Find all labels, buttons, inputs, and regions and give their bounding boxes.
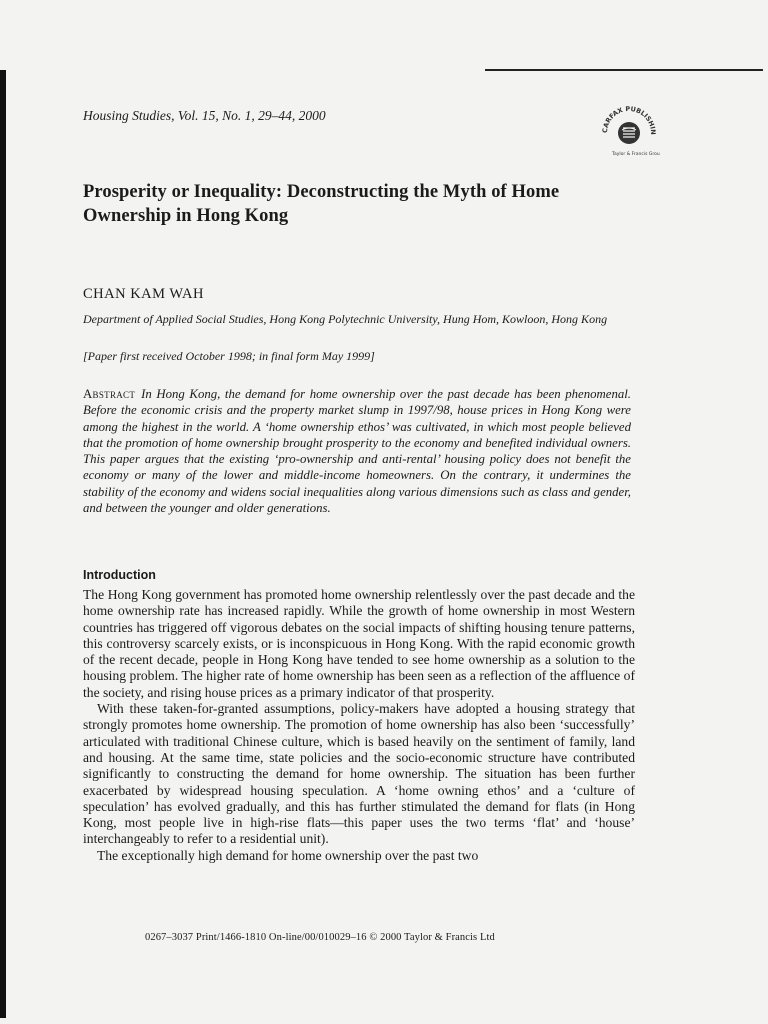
body-text [83, 587, 635, 864]
publisher-logo-icon [598, 100, 660, 162]
paragraph: The exceptionally high demand for home ownership over the past two [97, 847, 479, 863]
copyright-footer: 0267–3037 Print/1466-1810 On-line/00/010029–16 © 2000 Taylor & Francis Ltd [145, 932, 495, 943]
abstract-text: In Hong Kong, the demand for home ownership over the past decade has been phenomenal. Before the economic crisis and the property market slump in 1997/98, house prices in Hong Kong were among the highest in the world. A ‘home ownership ethos’ was cultivated, in which most people believed that the promotion of home ownership brought prosperity to the economy and benefited individual owners. This paper argues that the existing ‘pro-ownership and anti-rental’ housing policy does not benefit the economy or many of the lower and middle-income homeowners. On the contrary, it undermines the stability of the economy and widens social inequalities along various dimensions such as class and gender, and between the younger and older generations. [83, 387, 631, 516]
abstract-label: Abstract [83, 387, 136, 401]
scan-edge-bar [0, 70, 6, 1018]
section-heading: Introduction [83, 568, 156, 582]
svg-text:CARFAX PUBLISHING: CARFAX PUBLISHIN [600, 104, 658, 135]
header-rule [485, 69, 763, 71]
abstract-block [83, 386, 631, 516]
author-name: CHAN KAM WAH [83, 286, 204, 302]
paragraph: With these taken-for-granted assumptions, policy-makers have adopted a housing strategy that strongly promotes home ownership. The promotion of home ownership has also been ‘successfully’ articulated with traditional Chinese culture, which is based heavily on the sentiment of family, land and housing. At the same time, state policies and the socio-economic structure have contributed significantly to constructing the demand for home ownership. The situation has been further exacerbated by widespread housing speculation. A ‘home owning ethos’ and a ‘culture of speculation’ has evolved gradually, and this has further stimulated the demand for flats (in Hong Kong, most people live in high-rise flats—this paper uses the two terms ‘flat’ and ‘house’ interchangeably to refer to a residential unit). [83, 701, 635, 847]
journal-citation: Housing Studies, Vol. 15, No. 1, 29–44, 2000 [83, 108, 326, 123]
article-title: Prosperity or Inequality: Deconstructing the Myth of Home Ownership in Hong Kong [83, 182, 560, 226]
svg-text:Taylor & Francis Group: Taylor & Francis Group [612, 152, 660, 157]
paragraph: The Hong Kong government has promoted home ownership relentlessly over the past decade and the home ownership rate has increased rapidly. While the growth of home ownership in most Western countries has triggered off vigorous debates on the social impacts of shifting housing tenure patterns, this controversy scarcely exists, or is inconspicuous in Hong Kong. With the rapid economic growth of the recent decade, people in Hong Kong have tended to see home ownership as a solution to the housing problem. The higher rate of home ownership has been seen as a reflection of the affluence of the society, and rising house prices as a primary indicator of that prosperity. [83, 587, 635, 700]
received-note: [Paper first received October 1998; in final form May 1999] [83, 349, 375, 363]
author-affiliation: Department of Applied Social Studies, Hong Kong Polytechnic University, Hung Hom, Kowloon, Hong Kong [83, 312, 608, 326]
